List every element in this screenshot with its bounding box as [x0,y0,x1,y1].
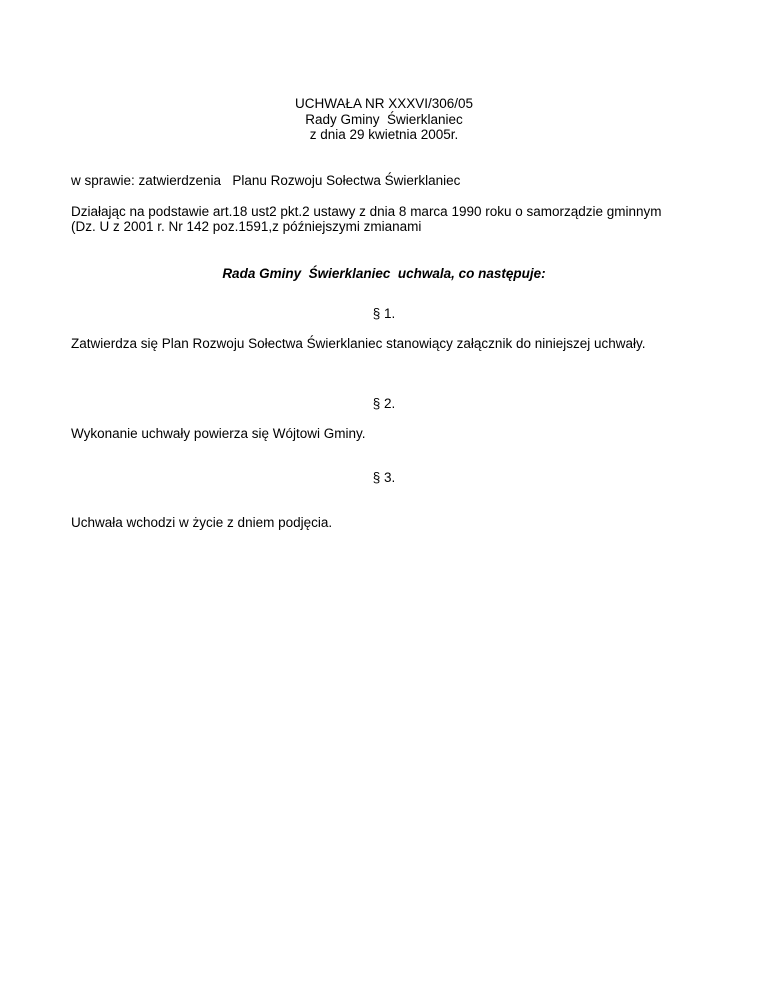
section-1-text: Zatwierdza się Plan Rozwoju Sołectwa Świerklaniec stanowiący załącznik do niniejszej uchwały. [71,336,646,351]
resolution-subject: w sprawie: zatwierdzenia Planu Rozwoju Sołectwa Świerklaniec [71,173,461,188]
section-3-text: Uchwała wchodzi w życie z dniem podjęcia. [71,515,333,530]
section-2-mark: § 2. [372,396,396,411]
section-1-mark: § 1. [372,306,396,321]
resolution-title: UCHWAŁA NR XXXVI/306/05 [294,96,474,111]
resolution-intro: Rada Gminy Świerklaniec uchwala, co następuje: [222,266,546,281]
section-3-mark: § 3. [372,470,396,485]
section-2-text: Wykonanie uchwały powierza się Wójtowi Gminy. [71,426,366,441]
legal-basis-line-1: Działając na podstawie art.18 ust2 pkt.2 ustawy z dnia 8 marca 1990 roku o samorządzie gminnym [71,204,662,219]
legal-basis-line-2: (Dz. U z 2001 r. Nr 142 poz.1591,z późniejszymi zmianami [71,219,422,234]
resolution-issuer: Rady Gminy Świerklaniec [305,112,463,127]
resolution-date: z dnia 29 kwietnia 2005r. [309,127,459,142]
